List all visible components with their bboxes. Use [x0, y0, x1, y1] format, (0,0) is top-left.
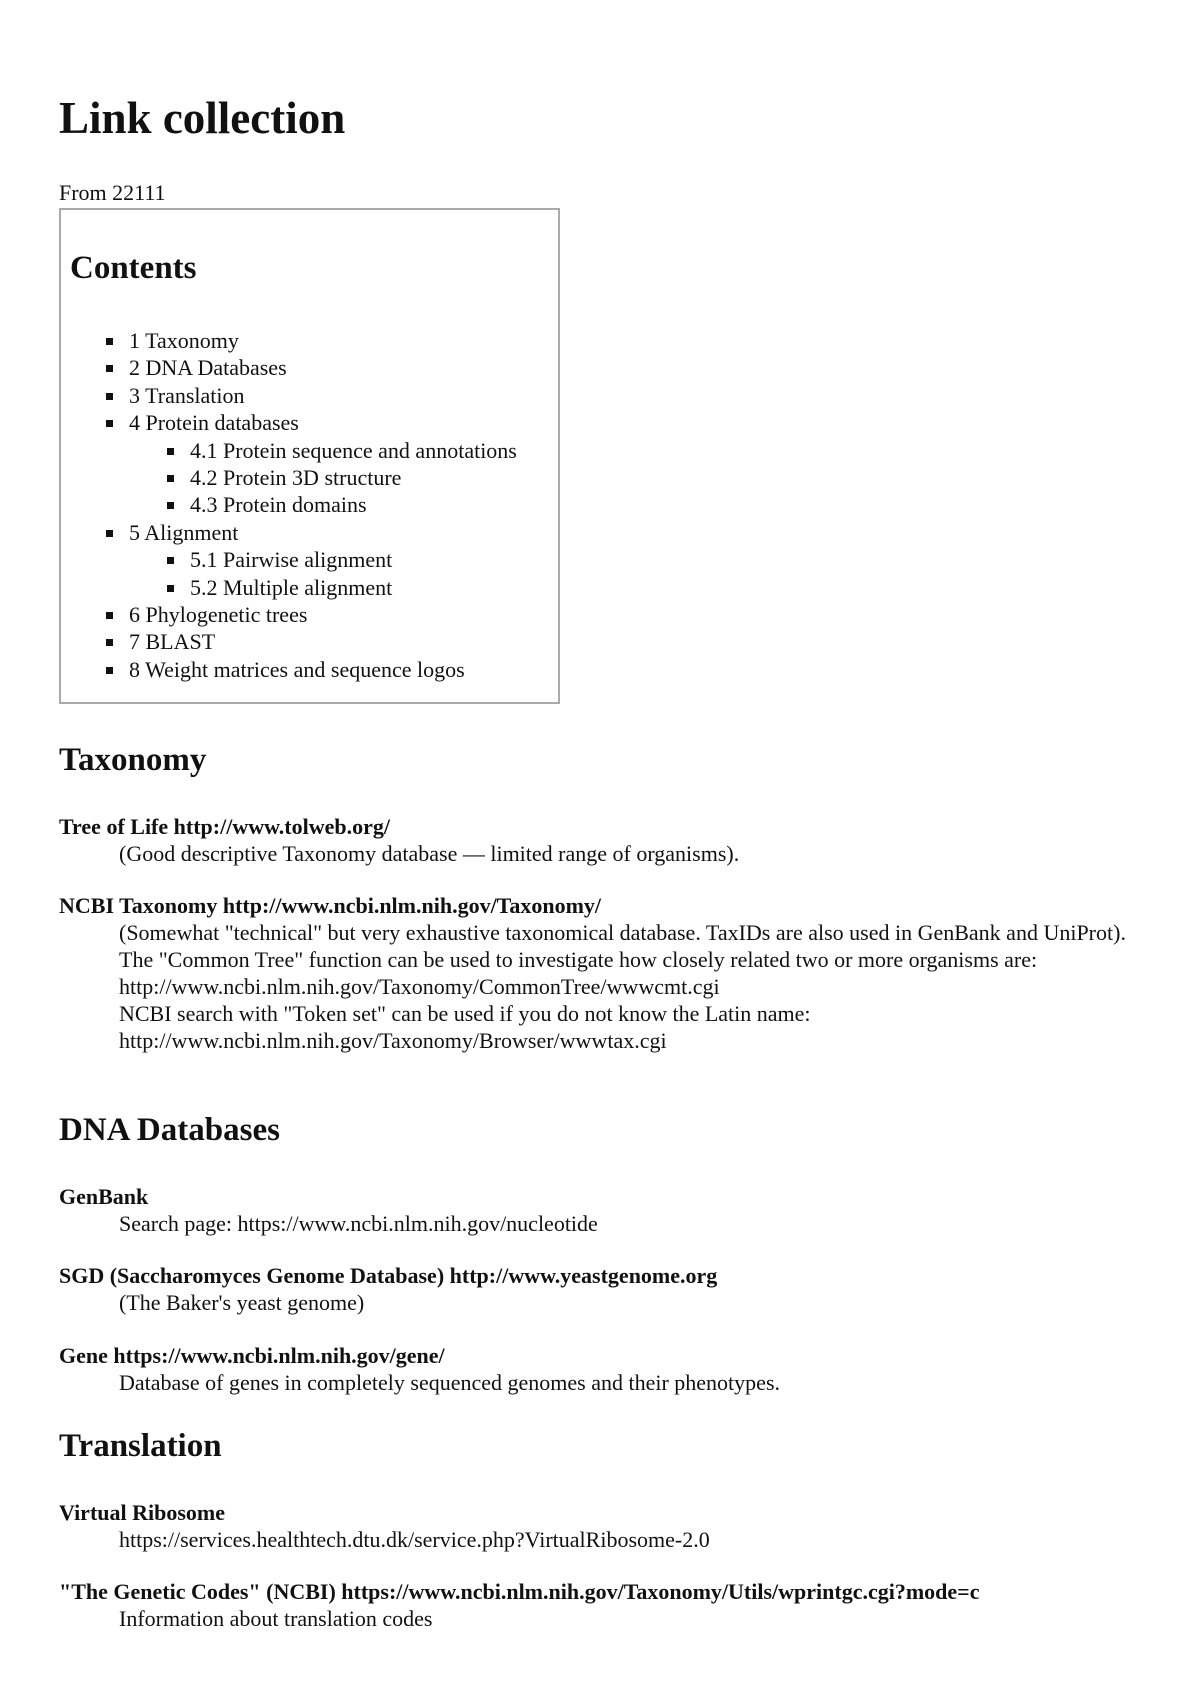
entry-description — [119, 919, 1149, 1054]
entry-url-link[interactable]: http://www.yeastgenome.org — [449, 1263, 718, 1288]
from-note: From 22111 — [59, 180, 166, 205]
toc-item-label[interactable]: 4.1 Protein sequence and annotations — [190, 437, 517, 463]
description-line: Search page: https://www.ncbi.nlm.nih.gov/nucleotide — [119, 1211, 598, 1236]
page-title: Link collection — [59, 93, 346, 143]
description-line: The "Common Tree" function can be used to investigate how closely related two or more organisms are: — [119, 947, 1038, 972]
entry-description — [119, 1605, 1149, 1632]
entry-term — [59, 1342, 1149, 1369]
toc-item-label[interactable]: 4.2 Protein 3D structure — [190, 464, 402, 490]
bullet-icon — [106, 365, 113, 372]
bullet-icon — [106, 639, 113, 646]
entry-description — [119, 1210, 1149, 1237]
description-line: (The Baker's yeast genome) — [119, 1290, 365, 1315]
toc-item-protein-databases[interactable] — [61, 409, 558, 436]
entry-ncbi-taxonomy — [59, 892, 1149, 1054]
entry-description — [119, 1526, 1149, 1553]
toc-item-label[interactable]: 4.3 Protein domains — [190, 492, 367, 518]
entry-term — [59, 813, 1149, 840]
entry-tree-of-life — [59, 813, 1149, 867]
virtual-ribosome-link[interactable]: https://services.healthtech.dtu.dk/service.php?VirtualRibosome-2.0 — [119, 1527, 710, 1552]
entry-name: "The Genetic Codes" (NCBI) — [59, 1579, 336, 1604]
entry-name: GenBank — [59, 1184, 149, 1209]
taxonomy-browser-link[interactable]: http://www.ncbi.nlm.nih.gov/Taxonomy/Browser/wwwtax.cgi — [119, 1028, 667, 1053]
toc-item-translation[interactable] — [61, 382, 558, 409]
entry-gene — [59, 1342, 1149, 1396]
toc-item-label[interactable]: 2 DNA Databases — [129, 355, 287, 381]
description-line: NCBI search with "Token set" can be used if you do not know the Latin name: — [119, 1001, 811, 1026]
bullet-icon — [106, 612, 113, 619]
entry-name: Gene — [59, 1343, 108, 1368]
toc-item-protein-3d[interactable] — [61, 464, 558, 491]
entry-name: Tree of Life — [59, 814, 169, 839]
entry-term — [59, 1262, 1149, 1289]
section-title-taxonomy: Taxonomy — [59, 742, 207, 778]
toc-item-weight-matrices[interactable] — [61, 656, 558, 683]
common-tree-link[interactable]: http://www.ncbi.nlm.nih.gov/Taxonomy/CommonTree/wwwcmt.cgi — [119, 974, 720, 999]
bullet-icon — [106, 393, 113, 400]
bullet-icon — [167, 557, 174, 564]
entry-genetic-codes — [59, 1578, 1149, 1632]
toc-item-multiple-alignment[interactable] — [61, 574, 558, 601]
bullet-icon — [167, 448, 174, 455]
entry-term — [59, 1578, 1149, 1605]
entry-term — [59, 1499, 1149, 1526]
entry-url-link[interactable]: http://www.tolweb.org/ — [173, 814, 390, 839]
toc-item-protein-domains[interactable] — [61, 491, 558, 518]
description-line: (Somewhat "technical" but very exhaustive taxonomical database. TaxIDs are also used in GenBank and UniProt). — [119, 920, 1126, 945]
toc-item-phylogenetic-trees[interactable] — [61, 601, 558, 628]
bullet-icon — [167, 585, 174, 592]
entry-url-link[interactable]: http://www.ncbi.nlm.nih.gov/Taxonomy/ — [222, 893, 602, 918]
toc-item-label[interactable]: 4 Protein databases — [129, 410, 299, 436]
toc-item-alignment[interactable] — [61, 519, 558, 546]
entry-description — [119, 1369, 1149, 1396]
section-title-translation: Translation — [59, 1428, 222, 1464]
description-line: (Good descriptive Taxonomy database — limited range of organisms). — [119, 841, 740, 866]
entry-virtual-ribosome — [59, 1499, 1149, 1553]
entry-name: NCBI Taxonomy — [59, 893, 218, 918]
toc-item-label[interactable]: 7 BLAST — [129, 629, 216, 655]
description-line: Database of genes in completely sequenced genomes and their phenotypes. — [119, 1370, 780, 1395]
description-line: Information about translation codes — [119, 1606, 433, 1631]
toc-item-label[interactable]: 8 Weight matrices and sequence logos — [129, 656, 465, 682]
toc-item-label[interactable]: 5.2 Multiple alignment — [190, 574, 393, 600]
table-of-contents — [59, 208, 560, 704]
section-title-dna-databases: DNA Databases — [59, 1112, 280, 1148]
toc-item-label[interactable]: 5.1 Pairwise alignment — [190, 547, 393, 573]
toc-item-label[interactable]: 6 Phylogenetic trees — [129, 601, 308, 627]
toc-item-dna-databases[interactable] — [61, 354, 558, 381]
toc-item-protein-sequence[interactable] — [61, 437, 558, 464]
toc-item-pairwise-alignment[interactable] — [61, 546, 558, 573]
toc-item-label[interactable]: 3 Translation — [129, 382, 245, 408]
entry-url-link[interactable]: https://www.ncbi.nlm.nih.gov/gene/ — [113, 1343, 445, 1368]
toc-item-label[interactable]: 1 Taxonomy — [129, 328, 239, 353]
entry-genbank — [59, 1183, 1149, 1237]
entry-term — [59, 892, 1149, 919]
bullet-icon — [167, 475, 174, 482]
entry-url-link[interactable]: https://www.ncbi.nlm.nih.gov/Taxonomy/Utils/wprintgc.cgi?mode=c — [341, 1579, 980, 1604]
bullet-icon — [106, 420, 113, 427]
toc-heading: Contents — [70, 250, 197, 286]
toc-list — [61, 327, 558, 683]
entry-description — [119, 840, 1149, 867]
bullet-icon — [167, 502, 174, 509]
entry-name: Virtual Ribosome — [59, 1500, 226, 1525]
toc-item-label[interactable]: 5 Alignment — [129, 519, 239, 545]
toc-item-taxonomy[interactable] — [61, 327, 558, 354]
toc-item-blast[interactable] — [61, 628, 558, 655]
bullet-icon — [106, 338, 113, 345]
entry-term — [59, 1183, 1149, 1210]
entry-sgd — [59, 1262, 1149, 1316]
bullet-icon — [106, 530, 113, 537]
entry-name: SGD (Saccharomyces Genome Database) — [59, 1263, 445, 1288]
entry-description — [119, 1289, 1149, 1316]
bullet-icon — [106, 667, 113, 674]
